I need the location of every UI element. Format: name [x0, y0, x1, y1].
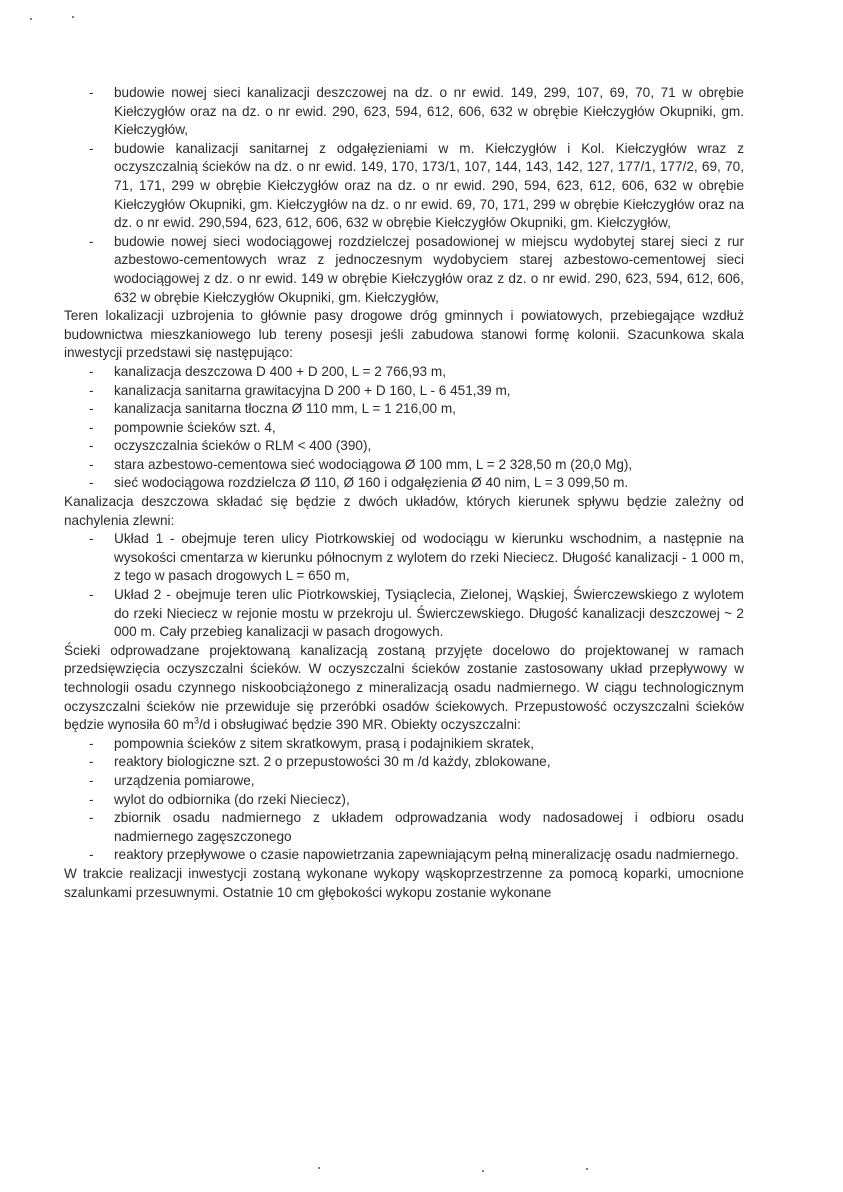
list-item: - stara azbestowo-cementowa sieć wodociągowa Ø 100 mm, L = 2 328,50 m (20,0 Mg), [64, 456, 744, 475]
paragraph-scieki-text: Ścieki odprowadzane projektowaną kanalizacją zostaną przyjęte docelowo do projektowanej w ramach przedsięwzięcia oczyszczalni ścieków. W oczyszczalni ścieków zostanie zastosowany układ przepływowy w technologii osadu czynnego niskoobciążonego z mineralizacją osadu nadmiernego. W ciągu technologicznym oczyszczalni ścieków nie przewiduje się przeróbki osadów ściekowych. Przepustowość oczyszczalni ścieków będzie wynosiła 60 m [64, 642, 744, 733]
list-item: - urządzenia pomiarowe, [64, 772, 744, 791]
scan-speck [72, 16, 74, 18]
drainage-systems-list [64, 530, 744, 642]
paragraph-scieki-text-cont: /d i obsługiwać będzie 390 MR. Obiekty oczyszczalni: [198, 717, 521, 733]
scan-speck [30, 18, 32, 20]
list-item: - Układ 1 - obejmuje teren ulicy Piotrkowskiej od wodociągu w kierunku wschodnim, a następnie na wysokości cmentarza w kierunku północnym z wylotem do rzeki Nieciecz. Długość kanalizacji - 1 000 m, z tego w pasach drogowych L = 650 m, [64, 530, 744, 586]
list-item: - Układ 2 - obejmuje teren ulic Piotrkowskiej, Tysiąclecia, Zielonej, Wąskiej, Świerczewskiego z wylotem do rzeki Nieciecz w rejonie mostu w przekroju ul. Świerczewskiego. Długość kanalizacji deszczowej ~ 2 000 m. Cały przebieg kanalizacji w pasach drogowych. [64, 586, 744, 642]
list-item: - budowie nowej sieci kanalizacji deszczowej na dz. o nr ewid. 149, 299, 107, 69, 70, 71 w obrębie Kiełczygłów oraz na dz. o nr ewid. 290, 623, 594, 612, 606, 632 w obrębie Kiełczygłów Okupniki, gm. Kiełczygłów, [64, 84, 744, 140]
list-item: - kanalizacja deszczowa D 400 + D 200, L = 2 766,93 m, [64, 363, 744, 382]
paragraph-scieki [64, 642, 744, 735]
list-item: - budowie kanalizacji sanitarnej z odgałęzieniami w m. Kiełczygłów i Kol. Kiełczygłów wraz z oczyszczalnią ścieków na dz. o nr ewid. 149, 170, 173/1, 107, 144, 143, 142, 127, 177/1, 177/2, 69, 70, 71, 171, 299 w obrębie Kiełczygłów oraz na dz. o nr ewid. 290, 594, 623, 612, 606, 632 w obrębie Kiełczygłów Okupniki, gm. Kiełczygłów na dz. o nr ewid. 69, 70, 171, 299 w obrębie Kiełczygłów oraz na dz. o nr ewid. 290,594, 623, 612, 606, 632 w obrębie Kiełczygłów Okupniki, gm. Kiełczygłów, [64, 140, 744, 233]
paragraph-koniec: W trakcie realizacji inwestycji zostaną wykonane wykopy wąskoprzestrzenne za pomocą koparki, umocnione szalunkami przesuwnymi. Ostatnie 10 cm głębokości wykopu zostanie wykonane [64, 865, 744, 900]
paragraph-deszczowa: Kanalizacja deszczowa składać się będzie z dwóch układów, których kierunek spływu będzie zależny od nachylenia zlewni: [64, 494, 744, 528]
list-item: - pompownia ścieków z sitem skratkowym, prasą i podajnikiem skratek, [64, 735, 744, 754]
investment-scope-list [64, 84, 744, 307]
list-item: - kanalizacja sanitarna grawitacyjna D 200 + D 160, L - 6 451,39 m, [64, 382, 744, 401]
document-page [64, 84, 744, 902]
list-item: - oczyszczalnia ścieków o RLM < 400 (390), [64, 437, 744, 456]
list-item: - reaktory biologiczne szt. 2 o przepustowości 30 m /d każdy, zblokowane, [64, 753, 744, 772]
list-item: - zbiornik osadu nadmiernego z układem odprowadzania wody nadosadowej i odbioru osadu nadmiernego zagęszczonego [64, 809, 744, 846]
list-item: - kanalizacja sanitarna tłoczna Ø 110 mm, L = 1 216,00 m, [64, 400, 744, 419]
list-item: - sieć wodociągowa rozdzielcza Ø 110, Ø 160 i odgałęzienia Ø 40 nim, L = 3 099,50 m. [64, 474, 744, 493]
scan-speck [482, 1170, 484, 1172]
scan-speck [318, 1167, 320, 1169]
list-item: - reaktory przepływowe o czasie napowietrzania zapewniającym pełną mineralizację osadu nadmiernego. [64, 846, 744, 865]
paragraph-teren: Teren lokalizacji uzbrojenia to głównie pasy drogowe dróg gminnych i powiatowych, przebiegające wzdłuż budownictwa mieszkaniowego lub tereny posesji jeśli zabudowa stanowi formę kolonii. Szacunkowa skala inwestycji przedstawi się następująco: [64, 308, 744, 361]
treatment-plant-objects-list [64, 735, 744, 865]
investment-scale-list [64, 363, 744, 493]
superscript: 3 [193, 715, 199, 726]
scan-speck [586, 1168, 588, 1170]
list-item: - wylot do odbiornika (do rzeki Nieciecz), [64, 791, 744, 810]
list-item: - budowie nowej sieci wodociągowej rozdzielczej posadowionej w miejscu wydobytej starej sieci z rur azbestowo-cementowych wraz z jednoczesnym wydobyciem starej azbestowo-cementowej sieci wodociągowej z dz. o nr ewid. 149 w obrębie Kiełczygłów oraz z dz. o nr ewid. 290, 623, 594, 612, 606, 632 w obrębie Kiełczygłów Okupniki, gm. Kiełczygłów, [64, 233, 744, 307]
list-item: - pompownie ścieków szt. 4, [64, 419, 744, 438]
